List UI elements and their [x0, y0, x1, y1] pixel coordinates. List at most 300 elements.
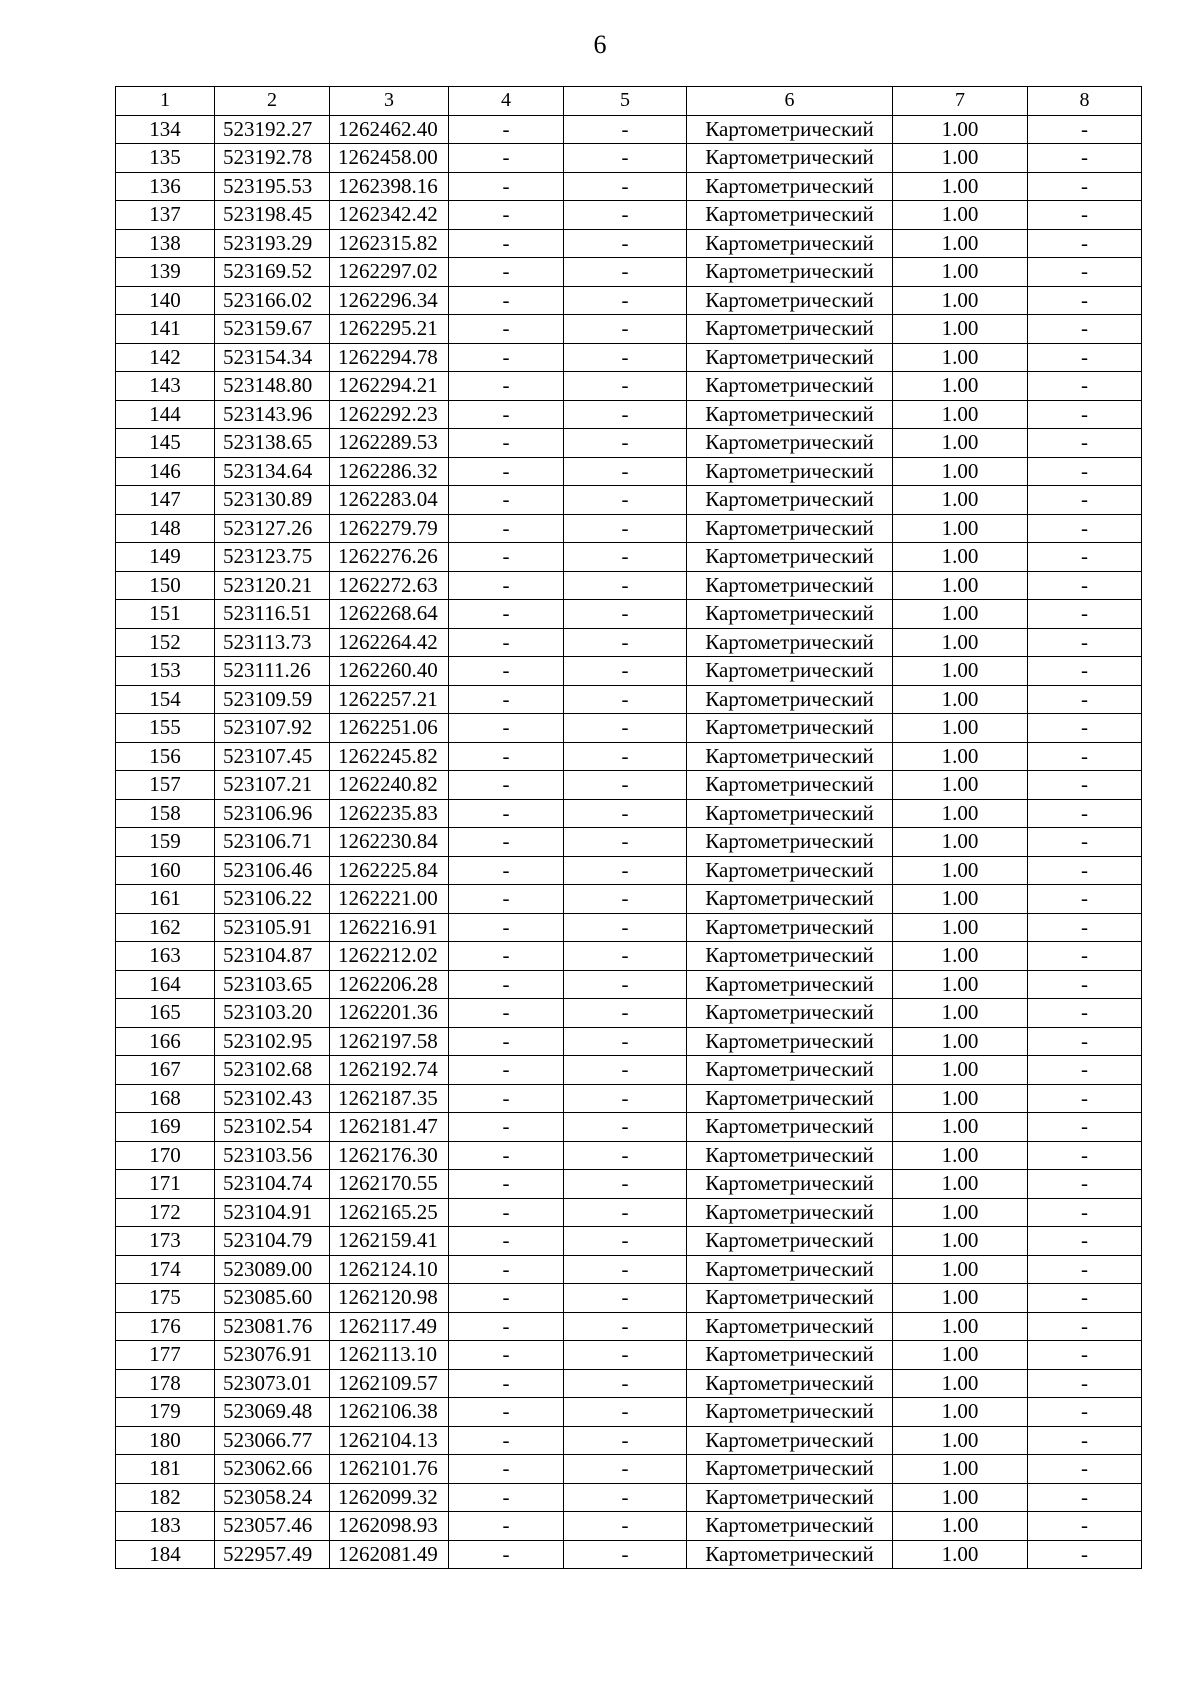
y-coordinate-cell: 1262216.91 [330, 913, 449, 942]
table-row [116, 1483, 1142, 1512]
method-cell: Картометрический [687, 1255, 893, 1284]
col5-cell: - [564, 1170, 687, 1199]
col4-cell: - [449, 885, 564, 914]
col8-cell: - [1028, 1113, 1142, 1142]
col8-cell: - [1028, 885, 1142, 914]
x-coordinate-cell: 523104.74 [215, 1170, 330, 1199]
point-number-cell: 160 [116, 856, 215, 885]
point-number-cell: 180 [116, 1426, 215, 1455]
col8-cell: - [1028, 856, 1142, 885]
x-coordinate-cell: 523134.64 [215, 457, 330, 486]
col5-cell: - [564, 1369, 687, 1398]
method-cell: Картометрический [687, 885, 893, 914]
column-header: 7 [893, 87, 1028, 116]
col4-cell: - [449, 913, 564, 942]
y-coordinate-cell: 1262292.23 [330, 400, 449, 429]
table-row [116, 571, 1142, 600]
table-row [116, 1141, 1142, 1170]
table-row [116, 970, 1142, 999]
precision-cell: 1.00 [893, 229, 1028, 258]
table-row [116, 1369, 1142, 1398]
x-coordinate-cell: 523089.00 [215, 1255, 330, 1284]
col5-cell: - [564, 1056, 687, 1085]
precision-cell: 1.00 [893, 1426, 1028, 1455]
col5-cell: - [564, 258, 687, 287]
x-coordinate-cell: 523130.89 [215, 486, 330, 515]
col8-cell: - [1028, 1341, 1142, 1370]
col4-cell: - [449, 229, 564, 258]
col4-cell: - [449, 343, 564, 372]
col5-cell: - [564, 201, 687, 230]
col4-cell: - [449, 1027, 564, 1056]
precision-cell: 1.00 [893, 828, 1028, 857]
y-coordinate-cell: 1262294.78 [330, 343, 449, 372]
col8-cell: - [1028, 457, 1142, 486]
y-coordinate-cell: 1262342.42 [330, 201, 449, 230]
col8-cell: - [1028, 1084, 1142, 1113]
col8-cell: - [1028, 1284, 1142, 1313]
point-number-cell: 158 [116, 799, 215, 828]
table-row [116, 1540, 1142, 1569]
table-row [116, 258, 1142, 287]
y-coordinate-cell: 1262294.21 [330, 372, 449, 401]
y-coordinate-cell: 1262104.13 [330, 1426, 449, 1455]
x-coordinate-cell: 523103.20 [215, 999, 330, 1028]
table-row [116, 999, 1142, 1028]
col8-cell: - [1028, 999, 1142, 1028]
precision-cell: 1.00 [893, 714, 1028, 743]
method-cell: Картометрический [687, 400, 893, 429]
point-number-cell: 166 [116, 1027, 215, 1056]
col8-cell: - [1028, 1426, 1142, 1455]
point-number-cell: 154 [116, 685, 215, 714]
x-coordinate-cell: 523106.22 [215, 885, 330, 914]
col5-cell: - [564, 1398, 687, 1427]
col8-cell: - [1028, 315, 1142, 344]
point-number-cell: 173 [116, 1227, 215, 1256]
col5-cell: - [564, 885, 687, 914]
precision-cell: 1.00 [893, 799, 1028, 828]
table-row [116, 286, 1142, 315]
col4-cell: - [449, 457, 564, 486]
col4-cell: - [449, 315, 564, 344]
method-cell: Картометрический [687, 799, 893, 828]
y-coordinate-cell: 1262081.49 [330, 1540, 449, 1569]
method-cell: Картометрический [687, 1084, 893, 1113]
precision-cell: 1.00 [893, 201, 1028, 230]
col5-cell: - [564, 913, 687, 942]
y-coordinate-cell: 1262099.32 [330, 1483, 449, 1512]
x-coordinate-cell: 523120.21 [215, 571, 330, 600]
col5-cell: - [564, 856, 687, 885]
point-number-cell: 140 [116, 286, 215, 315]
point-number-cell: 171 [116, 1170, 215, 1199]
col5-cell: - [564, 1483, 687, 1512]
precision-cell: 1.00 [893, 1540, 1028, 1569]
method-cell: Картометрический [687, 1455, 893, 1484]
x-coordinate-cell: 523103.56 [215, 1141, 330, 1170]
precision-cell: 1.00 [893, 685, 1028, 714]
col5-cell: - [564, 1284, 687, 1313]
point-number-cell: 159 [116, 828, 215, 857]
precision-cell: 1.00 [893, 400, 1028, 429]
x-coordinate-cell: 523166.02 [215, 286, 330, 315]
precision-cell: 1.00 [893, 429, 1028, 458]
x-coordinate-cell: 523116.51 [215, 600, 330, 629]
x-coordinate-cell: 523138.65 [215, 429, 330, 458]
table-row [116, 1170, 1142, 1199]
y-coordinate-cell: 1262315.82 [330, 229, 449, 258]
method-cell: Картометрический [687, 1369, 893, 1398]
precision-cell: 1.00 [893, 543, 1028, 572]
method-cell: Картометрический [687, 1426, 893, 1455]
col8-cell: - [1028, 229, 1142, 258]
method-cell: Картометрический [687, 942, 893, 971]
x-coordinate-cell: 523069.48 [215, 1398, 330, 1427]
precision-cell: 1.00 [893, 913, 1028, 942]
col5-cell: - [564, 1113, 687, 1142]
col4-cell: - [449, 714, 564, 743]
method-cell: Картометрический [687, 1056, 893, 1085]
col5-cell: - [564, 457, 687, 486]
y-coordinate-cell: 1262221.00 [330, 885, 449, 914]
method-cell: Картометрический [687, 372, 893, 401]
x-coordinate-cell: 523192.27 [215, 115, 330, 144]
precision-cell: 1.00 [893, 286, 1028, 315]
y-coordinate-cell: 1262117.49 [330, 1312, 449, 1341]
col5-cell: - [564, 429, 687, 458]
method-cell: Картометрический [687, 628, 893, 657]
x-coordinate-cell: 523193.29 [215, 229, 330, 258]
col5-cell: - [564, 172, 687, 201]
y-coordinate-cell: 1262109.57 [330, 1369, 449, 1398]
col5-cell: - [564, 1540, 687, 1569]
col8-cell: - [1028, 571, 1142, 600]
col4-cell: - [449, 856, 564, 885]
table-row [116, 429, 1142, 458]
col5-cell: - [564, 1141, 687, 1170]
y-coordinate-cell: 1262276.26 [330, 543, 449, 572]
table-row [116, 742, 1142, 771]
precision-cell: 1.00 [893, 970, 1028, 999]
col5-cell: - [564, 714, 687, 743]
method-cell: Картометрический [687, 144, 893, 173]
point-number-cell: 157 [116, 771, 215, 800]
col4-cell: - [449, 1284, 564, 1313]
col8-cell: - [1028, 799, 1142, 828]
y-coordinate-cell: 1262124.10 [330, 1255, 449, 1284]
col4-cell: - [449, 657, 564, 686]
col8-cell: - [1028, 514, 1142, 543]
y-coordinate-cell: 1262462.40 [330, 115, 449, 144]
col5-cell: - [564, 400, 687, 429]
column-header: 2 [215, 87, 330, 116]
precision-cell: 1.00 [893, 1398, 1028, 1427]
point-number-cell: 134 [116, 115, 215, 144]
x-coordinate-cell: 523111.26 [215, 657, 330, 686]
column-header: 4 [449, 87, 564, 116]
method-cell: Картометрический [687, 229, 893, 258]
precision-cell: 1.00 [893, 144, 1028, 173]
col4-cell: - [449, 1341, 564, 1370]
x-coordinate-cell: 523195.53 [215, 172, 330, 201]
y-coordinate-cell: 1262120.98 [330, 1284, 449, 1313]
precision-cell: 1.00 [893, 1113, 1028, 1142]
col4-cell: - [449, 742, 564, 771]
col5-cell: - [564, 1426, 687, 1455]
method-cell: Картометрический [687, 429, 893, 458]
table-row [116, 229, 1142, 258]
col8-cell: - [1028, 1227, 1142, 1256]
method-cell: Картометрический [687, 657, 893, 686]
precision-cell: 1.00 [893, 1056, 1028, 1085]
col4-cell: - [449, 1056, 564, 1085]
col8-cell: - [1028, 828, 1142, 857]
method-cell: Картометрический [687, 543, 893, 572]
point-number-cell: 164 [116, 970, 215, 999]
col5-cell: - [564, 799, 687, 828]
y-coordinate-cell: 1262283.04 [330, 486, 449, 515]
col5-cell: - [564, 372, 687, 401]
col4-cell: - [449, 1141, 564, 1170]
y-coordinate-cell: 1262230.84 [330, 828, 449, 857]
method-cell: Картометрический [687, 1227, 893, 1256]
method-cell: Картометрический [687, 1341, 893, 1370]
col8-cell: - [1028, 372, 1142, 401]
point-number-cell: 172 [116, 1198, 215, 1227]
precision-cell: 1.00 [893, 856, 1028, 885]
y-coordinate-cell: 1262165.25 [330, 1198, 449, 1227]
table-row [116, 1398, 1142, 1427]
x-coordinate-cell: 523081.76 [215, 1312, 330, 1341]
y-coordinate-cell: 1262235.83 [330, 799, 449, 828]
col8-cell: - [1028, 657, 1142, 686]
precision-cell: 1.00 [893, 343, 1028, 372]
col5-cell: - [564, 1227, 687, 1256]
col5-cell: - [564, 1084, 687, 1113]
col4-cell: - [449, 429, 564, 458]
method-cell: Картометрический [687, 913, 893, 942]
column-header: 6 [687, 87, 893, 116]
point-number-cell: 147 [116, 486, 215, 515]
col4-cell: - [449, 571, 564, 600]
col4-cell: - [449, 685, 564, 714]
point-number-cell: 169 [116, 1113, 215, 1142]
y-coordinate-cell: 1262225.84 [330, 856, 449, 885]
method-cell: Картометрический [687, 201, 893, 230]
x-coordinate-cell: 523169.52 [215, 258, 330, 287]
precision-cell: 1.00 [893, 1284, 1028, 1313]
x-coordinate-cell: 523109.59 [215, 685, 330, 714]
col4-cell: - [449, 942, 564, 971]
method-cell: Картометрический [687, 343, 893, 372]
col8-cell: - [1028, 343, 1142, 372]
col4-cell: - [449, 1198, 564, 1227]
y-coordinate-cell: 1262286.32 [330, 457, 449, 486]
x-coordinate-cell: 523103.65 [215, 970, 330, 999]
col8-cell: - [1028, 1540, 1142, 1569]
x-coordinate-cell: 523192.78 [215, 144, 330, 173]
col8-cell: - [1028, 685, 1142, 714]
col4-cell: - [449, 144, 564, 173]
y-coordinate-cell: 1262240.82 [330, 771, 449, 800]
x-coordinate-cell: 523076.91 [215, 1341, 330, 1370]
y-coordinate-cell: 1262176.30 [330, 1141, 449, 1170]
point-number-cell: 183 [116, 1512, 215, 1541]
coordinates-table [115, 86, 1142, 1569]
col4-cell: - [449, 1113, 564, 1142]
table-row [116, 514, 1142, 543]
x-coordinate-cell: 523073.01 [215, 1369, 330, 1398]
col4-cell: - [449, 1455, 564, 1484]
col4-cell: - [449, 1398, 564, 1427]
method-cell: Картометрический [687, 714, 893, 743]
table-row [116, 1027, 1142, 1056]
col8-cell: - [1028, 286, 1142, 315]
col4-cell: - [449, 1170, 564, 1199]
col4-cell: - [449, 1483, 564, 1512]
point-number-cell: 184 [116, 1540, 215, 1569]
y-coordinate-cell: 1262245.82 [330, 742, 449, 771]
point-number-cell: 176 [116, 1312, 215, 1341]
table-row [116, 1284, 1142, 1313]
method-cell: Картометрический [687, 514, 893, 543]
precision-cell: 1.00 [893, 172, 1028, 201]
precision-cell: 1.00 [893, 571, 1028, 600]
precision-cell: 1.00 [893, 742, 1028, 771]
table-row [116, 1341, 1142, 1370]
table-row [116, 885, 1142, 914]
col8-cell: - [1028, 144, 1142, 173]
table-row [116, 543, 1142, 572]
method-cell: Картометрический [687, 486, 893, 515]
y-coordinate-cell: 1262260.40 [330, 657, 449, 686]
col5-cell: - [564, 828, 687, 857]
method-cell: Картометрический [687, 1483, 893, 1512]
point-number-cell: 170 [116, 1141, 215, 1170]
method-cell: Картометрический [687, 315, 893, 344]
point-number-cell: 153 [116, 657, 215, 686]
col5-cell: - [564, 315, 687, 344]
y-coordinate-cell: 1262279.79 [330, 514, 449, 543]
col8-cell: - [1028, 714, 1142, 743]
point-number-cell: 136 [116, 172, 215, 201]
method-cell: Картометрический [687, 1198, 893, 1227]
x-coordinate-cell: 523106.96 [215, 799, 330, 828]
col8-cell: - [1028, 1255, 1142, 1284]
col8-cell: - [1028, 1170, 1142, 1199]
precision-cell: 1.00 [893, 315, 1028, 344]
point-number-cell: 156 [116, 742, 215, 771]
col5-cell: - [564, 486, 687, 515]
table-row [116, 1227, 1142, 1256]
col8-cell: - [1028, 258, 1142, 287]
table-row [116, 201, 1142, 230]
col8-cell: - [1028, 942, 1142, 971]
method-cell: Картометрический [687, 457, 893, 486]
method-cell: Картометрический [687, 742, 893, 771]
precision-cell: 1.00 [893, 1255, 1028, 1284]
col4-cell: - [449, 970, 564, 999]
col8-cell: - [1028, 1141, 1142, 1170]
y-coordinate-cell: 1262272.63 [330, 571, 449, 600]
point-number-cell: 146 [116, 457, 215, 486]
point-number-cell: 148 [116, 514, 215, 543]
y-coordinate-cell: 1262106.38 [330, 1398, 449, 1427]
table-row [116, 828, 1142, 857]
y-coordinate-cell: 1262201.36 [330, 999, 449, 1028]
point-number-cell: 182 [116, 1483, 215, 1512]
col5-cell: - [564, 771, 687, 800]
y-coordinate-cell: 1262295.21 [330, 315, 449, 344]
method-cell: Картометрический [687, 172, 893, 201]
col4-cell: - [449, 1227, 564, 1256]
x-coordinate-cell: 523106.46 [215, 856, 330, 885]
table-row [116, 1084, 1142, 1113]
table-row [116, 856, 1142, 885]
column-header: 8 [1028, 87, 1142, 116]
col4-cell: - [449, 372, 564, 401]
x-coordinate-cell: 522957.49 [215, 1540, 330, 1569]
y-coordinate-cell: 1262206.28 [330, 970, 449, 999]
col4-cell: - [449, 258, 564, 287]
col4-cell: - [449, 600, 564, 629]
point-number-cell: 137 [116, 201, 215, 230]
x-coordinate-cell: 523058.24 [215, 1483, 330, 1512]
precision-cell: 1.00 [893, 1170, 1028, 1199]
x-coordinate-cell: 523107.92 [215, 714, 330, 743]
table-row [116, 1426, 1142, 1455]
col4-cell: - [449, 1512, 564, 1541]
table-row [116, 115, 1142, 144]
table-row [116, 1056, 1142, 1085]
col5-cell: - [564, 115, 687, 144]
point-number-cell: 163 [116, 942, 215, 971]
precision-cell: 1.00 [893, 600, 1028, 629]
col8-cell: - [1028, 600, 1142, 629]
method-cell: Картометрический [687, 771, 893, 800]
col4-cell: - [449, 1540, 564, 1569]
point-number-cell: 151 [116, 600, 215, 629]
precision-cell: 1.00 [893, 999, 1028, 1028]
x-coordinate-cell: 523113.73 [215, 628, 330, 657]
precision-cell: 1.00 [893, 1455, 1028, 1484]
col4-cell: - [449, 1426, 564, 1455]
col8-cell: - [1028, 742, 1142, 771]
column-header: 3 [330, 87, 449, 116]
col8-cell: - [1028, 1512, 1142, 1541]
y-coordinate-cell: 1262101.76 [330, 1455, 449, 1484]
col4-cell: - [449, 1312, 564, 1341]
y-coordinate-cell: 1262113.10 [330, 1341, 449, 1370]
x-coordinate-cell: 523154.34 [215, 343, 330, 372]
col5-cell: - [564, 628, 687, 657]
precision-cell: 1.00 [893, 1312, 1028, 1341]
col4-cell: - [449, 115, 564, 144]
col5-cell: - [564, 343, 687, 372]
precision-cell: 1.00 [893, 657, 1028, 686]
col4-cell: - [449, 514, 564, 543]
table-row [116, 343, 1142, 372]
method-cell: Картометрический [687, 571, 893, 600]
precision-cell: 1.00 [893, 1227, 1028, 1256]
x-coordinate-cell: 523104.79 [215, 1227, 330, 1256]
method-cell: Картометрический [687, 286, 893, 315]
point-number-cell: 161 [116, 885, 215, 914]
col5-cell: - [564, 1027, 687, 1056]
col8-cell: - [1028, 913, 1142, 942]
col8-cell: - [1028, 400, 1142, 429]
